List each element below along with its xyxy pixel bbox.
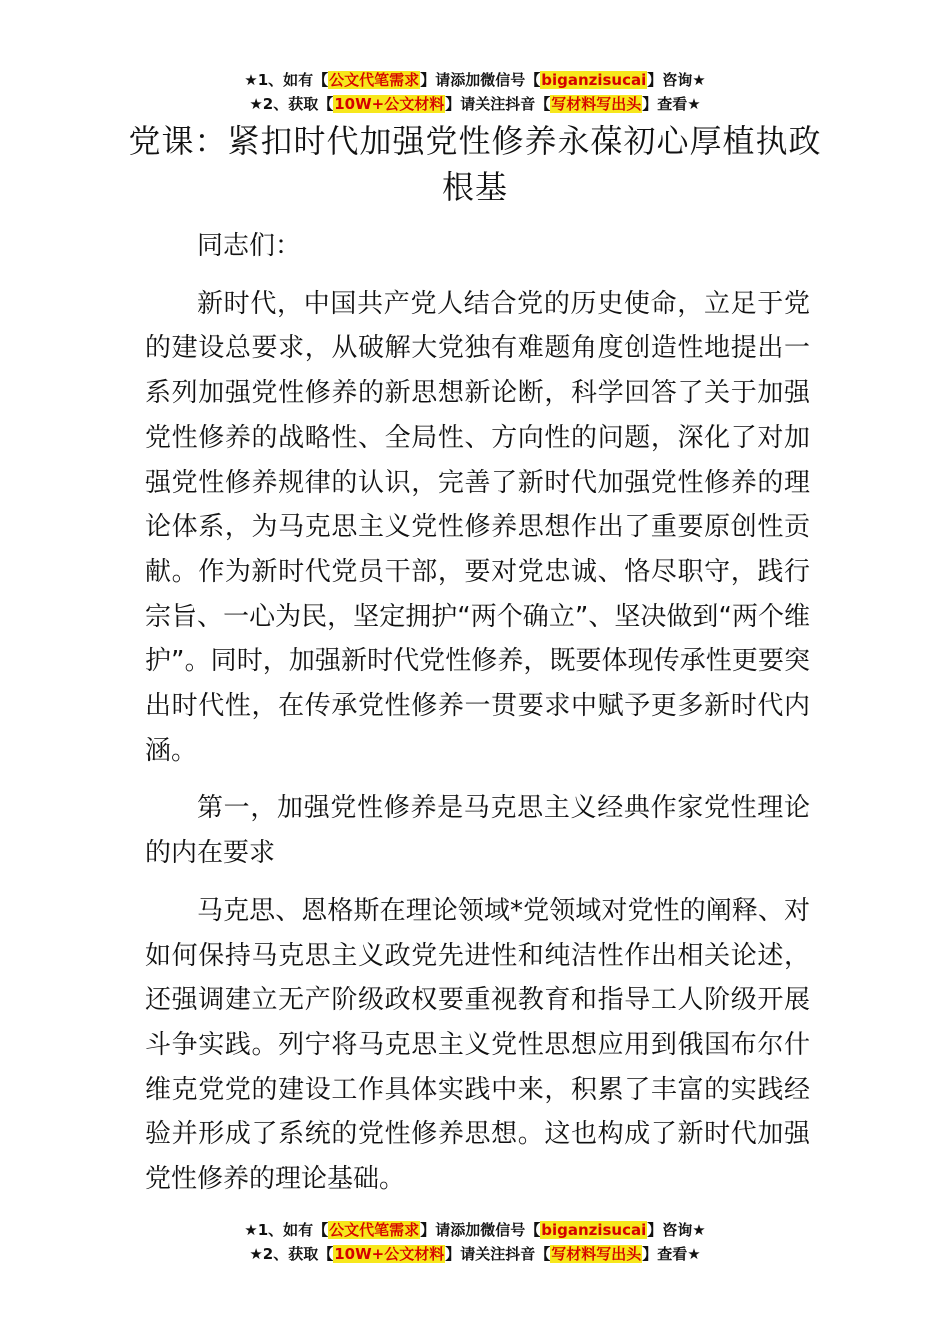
banner-line-1: ★1、如有【公文代笔需求】请添加微信号【biganzisucai】咨询★ [244,1221,706,1239]
footer-banner [0,1218,950,1266]
banner-highlight-wechat: biganzisucai [541,1221,647,1239]
banner-highlight-douyin: 写材料写出头 [551,1245,642,1263]
banner-line-2: ★2、获取【10W+公文材料】请关注抖音【写材料写出头】查看★ [249,95,701,113]
banner-line-2: ★2、获取【10W+公文材料】请关注抖音【写材料写出头】查看★ [249,1245,701,1263]
banner-highlight-wechat: biganzisucai [541,71,647,89]
header-banner [0,68,950,116]
document-body [145,224,810,1215]
paragraph: 新时代，中国共产党人结合党的历史使命，立足于党的建设总要求，从破解大党独有难题角度创造性地提出一系列加强党性修养的新思想新论断，科学回答了关于加强党性修养的战略性、全局性、方向性的问题，深化了对加强党性修养规律的认识，完善了新时代加强党性修养的理论体系，为马克思主义党性修养思想作出了重要原创性贡献。作为新时代党员干部，要对党忠诚、恪尽职守，践行宗旨、一心为民，坚定拥护“两个确立”、坚决做到“两个维护”。同时，加强新时代党性修养，既要体现传承性更要突出时代性，在传承党性修养一贯要求中赋予更多新时代内涵。 [145,288,810,766]
banner-highlight-service: 公文代笔需求 [329,1221,420,1239]
banner-highlight-douyin: 写材料写出头 [551,95,642,113]
paragraph: 马克思、恩格斯在理论领域*党领域对党性的阐释、对如何保持马克思主义政党先进性和纯洁性作出相关论述，还强调建立无产阶级政权要重视教育和指导工人阶级开展斗争实践。列宁将马克思主义党性思想应用到俄国布尔什维克党党的建设工作具体实践中来，积累了丰富的实践经验并形成了系统的党性修养思想。这也构成了新时代加强党性修养的理论基础。 [145,895,810,1195]
banner-highlight-materials: 10W+公文材料 [334,95,445,113]
section-heading: 第一，加强党性修养是马克思主义经典作家党性理论的内在要求 [145,793,810,869]
document-title: 党课：紧扣时代加强党性修养永葆初心厚植执政根基 [128,122,822,206]
salutation: 同志们： [197,231,302,261]
banner-highlight-materials: 10W+公文材料 [334,1245,445,1263]
banner-highlight-service: 公文代笔需求 [329,71,420,89]
banner-line-1: ★1、如有【公文代笔需求】请添加微信号【biganzisucai】咨询★ [244,71,706,89]
